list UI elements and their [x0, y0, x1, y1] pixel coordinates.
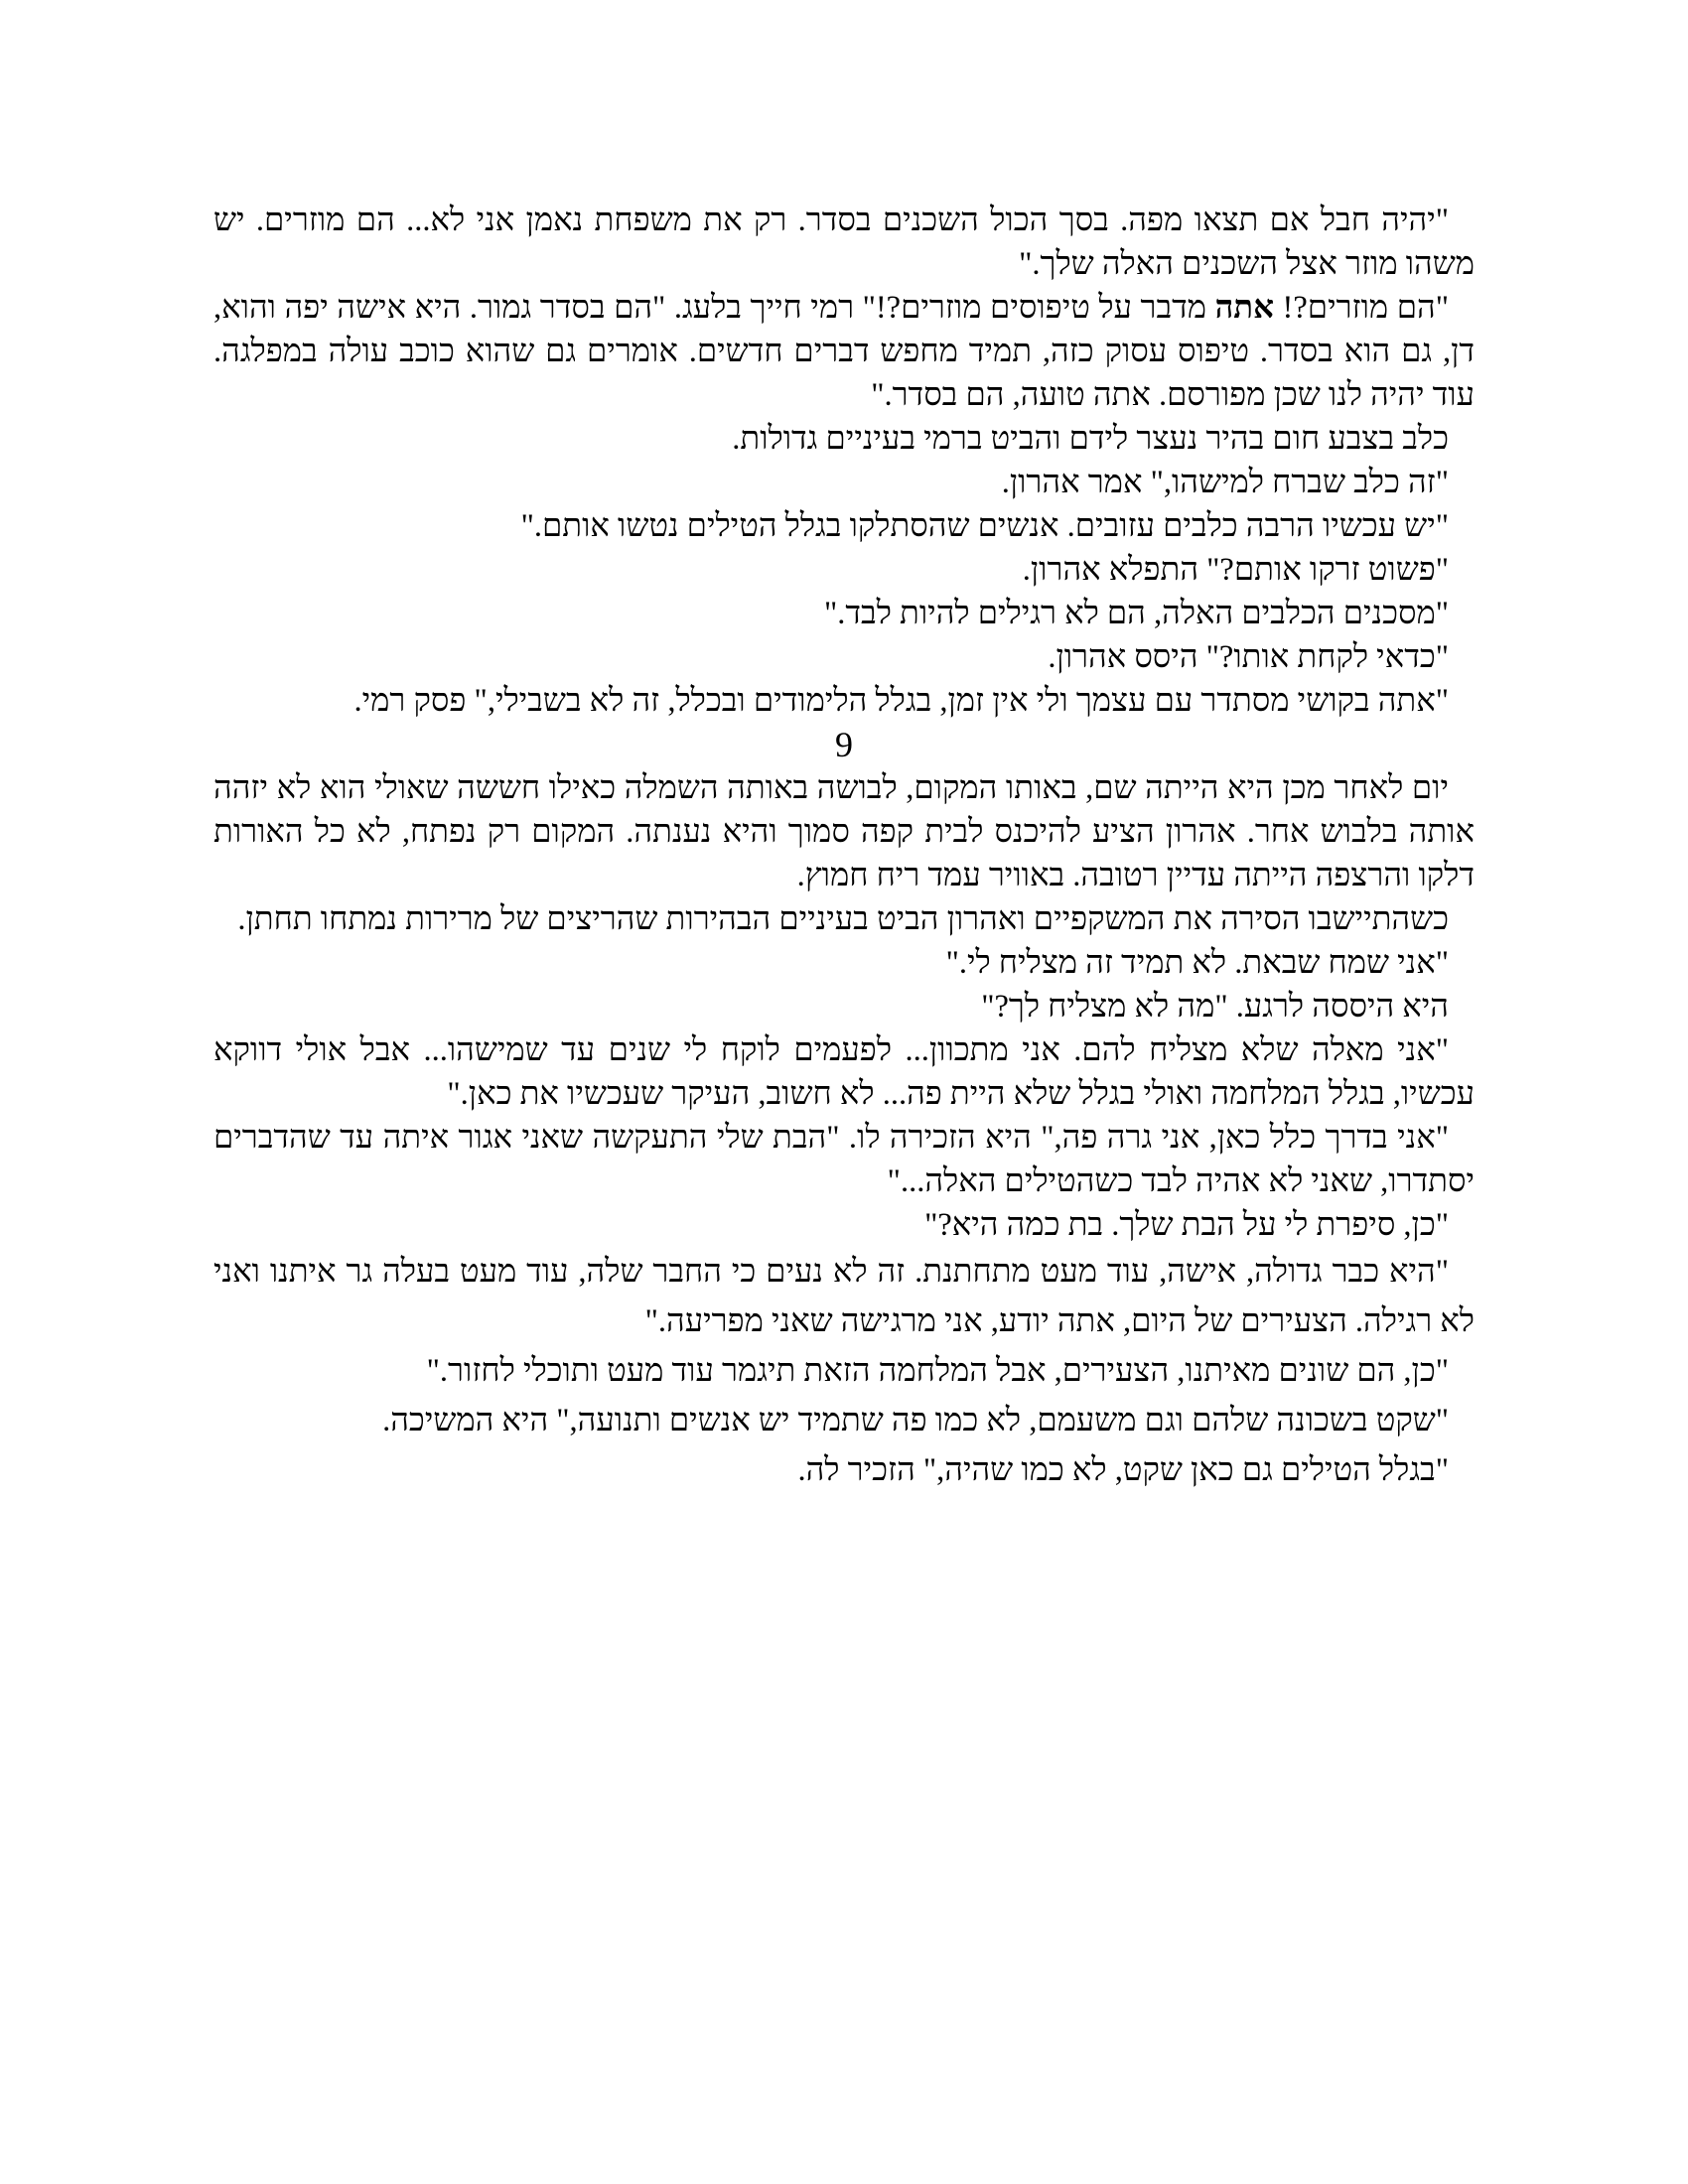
paragraph: "בגלל הטילים גם כאן שקט, לא כמו שהיה," הזכיר לה.	[797, 1452, 1449, 1488]
paragraph: "כן, סיפרת לי על הבת שלך. בת כמה היא?"	[924, 1207, 1449, 1243]
paragraph: "מסכנים הכלבים האלה, הם לא רגילים להיות לבד."	[824, 596, 1449, 631]
paragraph: "יש עכשיו הרבה כלבים עזובים. אנשים שהסתלקו בגלל הטילים נטשו אותם."	[520, 508, 1449, 544]
paragraph: "כדאי לקחת אותו?" היסס אהרון.	[1048, 639, 1449, 675]
paragraph: "אתה בקושי מסתדר עם עצמך ולי אין זמן, בגלל הלימודים ובכלל, זה לא בשבילי," פסק רמי.	[353, 683, 1449, 719]
paragraph: "כן, הם שונים מאיתנו, הצעירים, אבל המלחמה הזאת תיגמר עוד מעט ותוכלי לחזור."	[426, 1353, 1449, 1389]
paragraph: "היא כבר גדולה, אישה, עוד מעט מתחתנת. זה לא נעים כי החבר שלה, עוד מעט בעלה גר איתנו ואני לא רגילה. הצעירים של היום, אתה יודע, אני מרגישה שאני מפריעה."	[213, 1254, 1475, 1339]
emphasized-word: אתה	[1214, 290, 1274, 326]
paragraph: "יהיה חבל אם תצאו מפה. בסך הכול השכנים בסדר. רק את משפחת נאמן אני לא... הם מוזרים. יש משהו מוזר אצל השכנים האלה שלך."	[213, 203, 1475, 282]
chapter-number: 9	[835, 725, 853, 764]
paragraph: יום לאחר מכן היא הייתה שם, באותו המקום, לבושה באותה השמלה כאילו חששה שאולי הוא לא יזהה אותה בלבוש אחר. אהרון הציע להיכנס לבית קפה סמוך והיא נענתה. המקום רק נפתח, לא כל האורות דלקו והרצפה הייתה עדיין רטובה. באוויר עמד ריח חמוץ.	[213, 770, 1475, 893]
paragraph: היא היססה לרגע. "מה לא מצליח לך?"	[981, 989, 1449, 1024]
paragraph: "פשוט זרקו אותם?" התפלא אהרון.	[1022, 552, 1449, 588]
paragraph: "אני שמח שבאת. לא תמיד זה מצליח לי."	[945, 945, 1449, 981]
paragraph: "אני בדרך כלל כאן, אני גרה פה," היא הזכירה לו. "הבת שלי התעקשה שאני אגור איתה עד שהדברים יסתדרו, שאני לא אהיה לבד כשהטילים האלה..."	[213, 1120, 1475, 1199]
paragraph: "שקט בשכונה שלהם וגם משעמם, לא כמו פה שתמיד יש אנשים ותנועה," היא המשיכה.	[382, 1403, 1449, 1438]
paragraph	[213, 286, 1475, 417]
document-page	[213, 199, 1475, 1495]
text-run: "הם מוזרים?!	[1274, 290, 1449, 326]
paragraph: "זה כלב שברח למישהו," אמר אהרון.	[1001, 465, 1449, 500]
paragraph: כלב בצבע חום בהיר נעצר לידם והביט ברמי בעיניים גדולות.	[732, 421, 1449, 457]
paragraph: "אני מאלה שלא מצליח להם. אני מתכוון... לפעמים לוקח לי שנים עד שמישהו... אבל אולי דווקא עכשיו, בגלל המלחמה ואולי בגלל שלא היית פה... לא חשוב, העיקר שעכשיו את כאן."	[213, 1032, 1475, 1112]
paragraph: כשהתיישבו הסירה את המשקפיים ואהרון הביט בעיניים הבהירות שהריצים של מרירות נמתחו תחתן.	[237, 901, 1449, 937]
text-run: מדבר על טיפוסים מוזרים?!" רמי חייך בלעג. "הם בסדר גמור. היא אישה יפה והוא, דן, גם הוא בסדר. טיפוס עסוק כזה, תמיד מחפש דברים חדשים. אומרים גם שהוא כוכב עולה במפלגה. עוד יהיה לנו שכן מפורסם. אתה טועה, הם בסדר."	[213, 290, 1475, 413]
